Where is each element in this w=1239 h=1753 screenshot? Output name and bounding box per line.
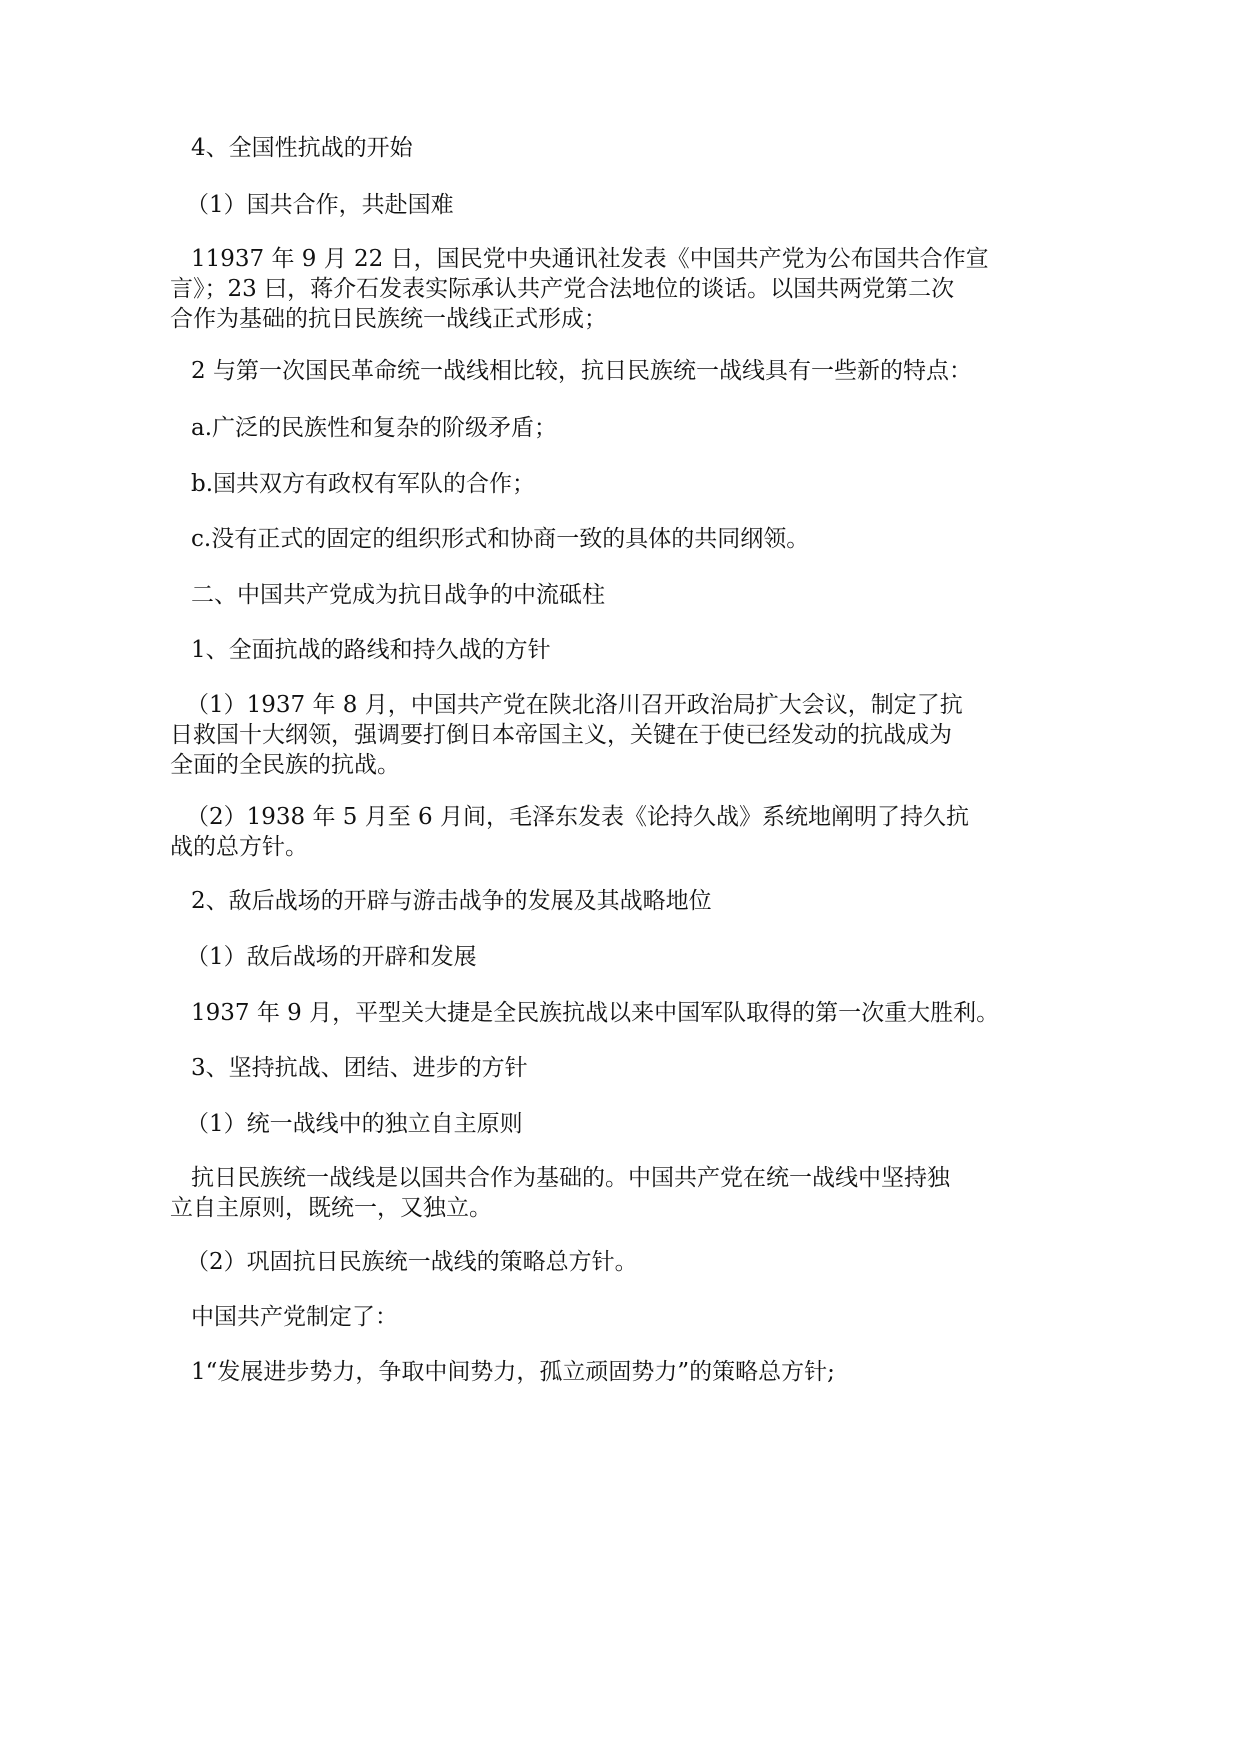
body-paragraph	[170, 690, 1050, 780]
text-line: c.没有正式的固定的组织形式和协商一致的具体的共同纲领。	[191, 526, 810, 552]
body-paragraph	[191, 1357, 1071, 1387]
text-line: 中国共产党制定了：	[191, 1304, 398, 1330]
text-line: （1）1937 年 8 月，中国共产党在陕北洛川召开政治局扩大会议，制定了抗	[186, 692, 963, 718]
body-paragraph	[170, 244, 1050, 334]
text-line: 全面的全民族的抗战。	[170, 752, 400, 778]
text-line: 4、全国性抗战的开始	[191, 135, 413, 161]
text-line: （1）国共合作，共赴国难	[186, 192, 454, 218]
body-paragraph	[170, 802, 1050, 862]
text-line: b.国共双方有政权有军队的合作；	[191, 471, 536, 497]
text-line: a.广泛的民族性和复杂的阶级矛盾；	[191, 415, 558, 441]
body-paragraph	[191, 998, 1071, 1028]
text-line: 1937 年 9 月，平型关大捷是全民族抗战以来中国军队取得的第一次重大胜利。	[191, 1000, 1000, 1026]
section-heading	[191, 133, 1071, 163]
text-line: 立自主原则，既统一，又独立。	[170, 1195, 492, 1221]
body-paragraph	[191, 356, 1071, 386]
subsection-heading	[186, 1109, 1066, 1139]
body-paragraph	[191, 1302, 1071, 1332]
text-line: 11937 年 9 月 22 日，国民党中央通讯社发表《中国共产党为公布国共合作宣	[191, 246, 989, 272]
text-line: 日救国十大纲领，强调要打倒日本帝国主义，关键在于使已经发动的抗战成为	[170, 722, 952, 748]
section-heading	[191, 1053, 1071, 1083]
text-line: 战的总方针。	[170, 834, 308, 860]
text-line: 言》；23 曰，蒋介石发表实际承认共产党合法地位的谈话。以国共两党第二次	[170, 276, 955, 302]
text-line: 二、中国共产党成为抗日战争的中流砥柱	[191, 582, 605, 608]
text-line: （2）1938 年 5 月至 6 月间，毛泽东发表《论持久战》系统地阐明了持久抗	[186, 804, 969, 830]
text-line: 2 与第一次国民革命统一战线相比较，抗日民族统一战线具有一些新的特点：	[191, 358, 972, 384]
text-line: （2）巩固抗日民族统一战线的策略总方针。	[186, 1249, 638, 1275]
section-heading	[191, 635, 1071, 665]
subsection-heading	[186, 190, 1066, 220]
list-item	[191, 413, 1071, 443]
subsection-heading	[186, 942, 1066, 972]
list-item	[191, 524, 1071, 554]
text-line: 2、敌后战场的开辟与游击战争的发展及其战略地位	[191, 888, 712, 914]
list-item	[191, 469, 1071, 499]
section-heading	[191, 580, 1071, 610]
text-line: 合作为基础的抗日民族统一战线正式形成；	[170, 306, 607, 332]
body-paragraph	[170, 1163, 1050, 1223]
text-line: 抗日民族统一战线是以国共合作为基础的。中国共产党在统一战线中坚持独	[191, 1165, 950, 1191]
section-heading	[191, 886, 1071, 916]
text-line: 1“发展进步势力，争取中间势力，孤立顽固势力”的策略总方针;	[191, 1359, 835, 1385]
text-line: 1、全面抗战的路线和持久战的方针	[191, 637, 551, 663]
text-line: 3、坚持抗战、团结、进步的方针	[191, 1055, 528, 1081]
subsection-heading	[186, 1247, 1066, 1277]
text-line: （1）统一战线中的独立自主原则	[186, 1111, 523, 1137]
text-line: （1）敌后战场的开辟和发展	[186, 944, 477, 970]
